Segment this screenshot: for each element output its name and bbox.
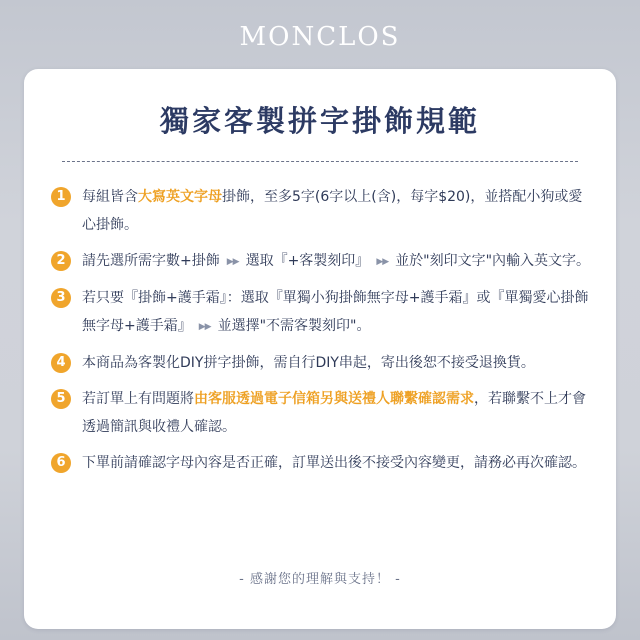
rule-text: 掛飾，至多5字(6字以上(含)，每字$20)，並搭配小狗或愛心掛飾。 [82,189,583,233]
brand-logo: MONCLOS [239,22,401,52]
double-arrow-icon: ▶▶ [198,322,211,332]
rule-number-badge: 3 [51,288,71,308]
rule-text: 下單前請確認字母內容是否正確，訂單送出後不接受內容變更，請務必再次確認。 [82,455,586,471]
rule-number-badge: 1 [51,187,71,207]
double-arrow-icon: ▶▶ [376,257,389,267]
rules-card [24,69,616,629]
rule-text: 請先選所需字數+掛飾 [82,253,220,269]
rule-number-badge: 6 [51,453,71,473]
rule-item-1 [51,183,596,239]
double-arrow-icon: ▶▶ [226,257,239,267]
rule-item-2 [51,247,596,276]
page-title: 獨家客製拼字掛飾規範 [159,104,480,138]
thanks-footer: - 感謝您的理解與支持！ - [239,572,401,587]
rule-text: 每組皆含 [82,189,138,205]
rule-number-badge: 5 [51,389,71,409]
rule-text: 並於"刻印文字"內輸入英文字。 [395,253,591,269]
rule-text: 本商品為客製化DIY拼字掛飾，需自行DIY串起，寄出後恕不接受退換貨。 [82,355,535,371]
rule-number-badge: 4 [51,353,71,373]
rule-text: ，若聯繫不上才會透過簡訊與收禮人確認。 [82,391,586,435]
rule-number-badge: 2 [51,251,71,271]
rule-highlight: 由客服透過電子信箱另與送禮人聯繫確認需求 [194,391,474,407]
rule-text: 選取『+客製刻印』 [245,253,370,269]
rule-highlight: 大寫英文字母 [138,189,222,205]
rules-list [51,183,596,485]
rule-text: 若訂單上有問題將 [82,391,194,407]
rule-item-6 [51,449,596,477]
rule-item-5 [51,385,596,441]
rule-item-3 [51,284,596,341]
rule-text: 若只要『掛飾+護手霜』：選取『單獨小狗掛飾無字母+護手霜』或『單獨愛心掛飾無字母+護手霜』 [82,290,589,334]
dashed-divider [62,161,578,162]
rule-item-4 [51,349,596,377]
rule-text: 並選擇"不需客製刻印"。 [217,318,371,334]
